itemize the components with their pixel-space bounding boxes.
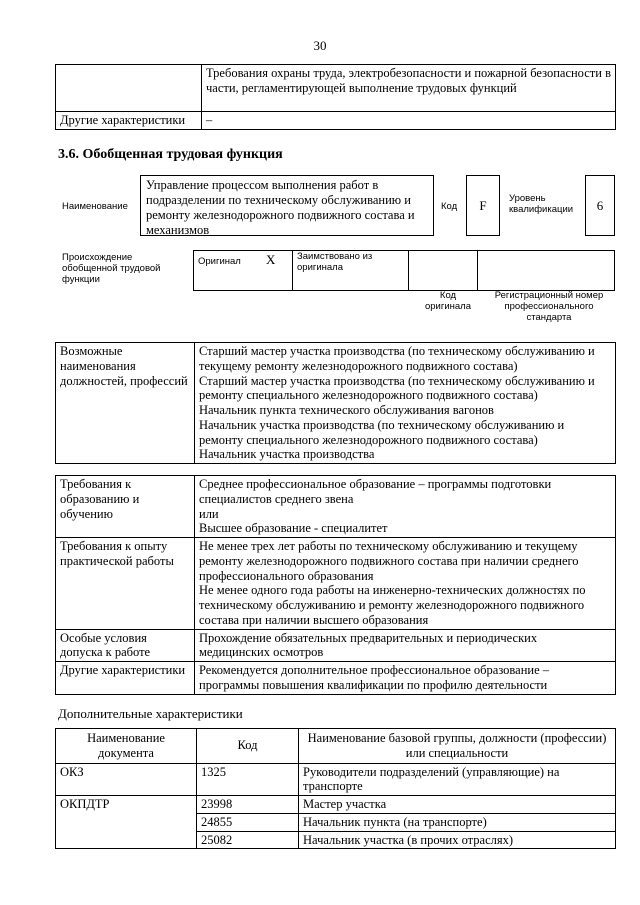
borrowed-label: Заимствовано из оригинала (293, 251, 409, 291)
safety-requirements-text: Требования охраны труда, электробезопасности и пожарной безопасности в части, регламентирующей выполнение трудовых функций (206, 66, 611, 95)
admission-conditions-value: Прохождение обязательных предварительных и периодических медицинских осмотров (195, 629, 616, 662)
original-code-cell (409, 251, 478, 291)
other-characteristics-label: Другие характеристики (56, 662, 195, 695)
job-titles-table (55, 342, 616, 464)
section-title: 3.6. Обобщенная трудовая функция (58, 147, 283, 162)
job-title-item: Начальник участка производства (по техническому обслуживанию и ремонту специального железнодорожного подвижного состава) (199, 417, 565, 447)
job-titles-label: Возможные наименования должностей, профессий (56, 343, 195, 464)
origin-label: Происхождение обобщенной трудовой функции (62, 252, 161, 285)
okpdtr-code: 23998 (197, 796, 299, 814)
original-cell (194, 251, 293, 291)
experience-line: Не менее одного года работы на инженерно-технических должностях по техническому обслуживанию и ремонту железнодорожного подвижного состава при наличии высшего образования (199, 583, 586, 627)
code-value: F (479, 198, 487, 213)
table-row (56, 796, 616, 814)
education-line: или (199, 506, 219, 521)
okpdtr-name: Мастер участка (299, 796, 616, 814)
code-value-box (466, 175, 500, 236)
additional-characteristics-table (55, 728, 616, 849)
job-titles-list (195, 343, 616, 464)
registration-number-cell (478, 251, 615, 291)
top-continuation-table (55, 64, 616, 130)
requirements-cell (202, 65, 616, 112)
education-label: Требования к образованию и обучению (56, 476, 195, 538)
education-value (195, 476, 616, 538)
name-label: Наименование (62, 201, 128, 212)
education-line: Высшее образование - специалитет (199, 521, 388, 536)
okpdtr-code: 24855 (197, 813, 299, 831)
function-name-box: Управление процессом выполнения работ в подразделении по техническому обслуживанию и ремонту железнодорожного подвижного состава и механизмов (140, 175, 434, 236)
other-characteristics-label: Другие характеристики (56, 112, 202, 130)
registration-number-caption: Регистрационный номер профессионального стандарта (494, 290, 604, 323)
experience-value (195, 538, 616, 630)
okpdtr-doc: ОКПДТР (56, 796, 197, 849)
education-line: Среднее профессиональное образование – программы подготовки специалистов среднего звена (199, 477, 552, 506)
other-characteristics-value: Рекомендуется дополнительное профессиональное образование – программы повышения квалификации по профилю деятельности (195, 662, 616, 695)
qualification-level-label: Уровень квалификации (509, 193, 574, 215)
job-title-item: Начальник пункта технического обслуживания вагонов (199, 403, 494, 417)
empty-cell (56, 65, 202, 112)
original-label: Оригинал (198, 256, 241, 267)
okpdtr-name: Начальник участка (в прочих отраслях) (299, 831, 616, 849)
level-value-box (585, 175, 615, 236)
code-label: Код (441, 201, 458, 212)
table-row (56, 763, 616, 796)
original-code-caption: Код оригинала (424, 290, 471, 312)
experience-line: Не менее трех лет работы по техническому обслуживанию и текущему ремонту железнодорожного подвижного состава при наличии среднего профессионального образования (199, 539, 579, 583)
requirements-table (55, 475, 616, 695)
experience-label: Требования к опыту практической работы (56, 538, 195, 630)
admission-conditions-label: Особые условия допуска к работе (56, 629, 195, 662)
header-name: Наименование базовой группы, должности (профессии) или специальности (299, 729, 616, 764)
origin-table (193, 250, 615, 291)
okz-doc: ОКЗ (56, 763, 197, 796)
okpdtr-name: Начальник пункта (на транспорте) (299, 813, 616, 831)
okpdtr-code: 25082 (197, 831, 299, 849)
okz-name: Руководители подразделений (управляющие) на транспорте (299, 763, 616, 796)
okz-code: 1325 (197, 763, 299, 796)
level-value: 6 (596, 198, 604, 213)
job-title-item: Старший мастер участка производства (по техническому обслуживанию и текущему ремонту железнодорожного подвижного состава) (199, 344, 595, 373)
job-title-item: Старший мастер участка производства (по техническому обслуживанию и ремонту специального железнодорожного подвижного состава) (199, 373, 595, 403)
header-code: Код (197, 729, 299, 764)
additional-characteristics-title: Дополнительные характеристики (58, 706, 243, 721)
page-number: 30 (313, 38, 327, 53)
original-mark: X (265, 252, 276, 267)
job-title-item: Начальник участка производства (199, 447, 375, 462)
other-characteristics-value: – (202, 112, 616, 130)
header-document: Наименование документа (56, 729, 197, 764)
